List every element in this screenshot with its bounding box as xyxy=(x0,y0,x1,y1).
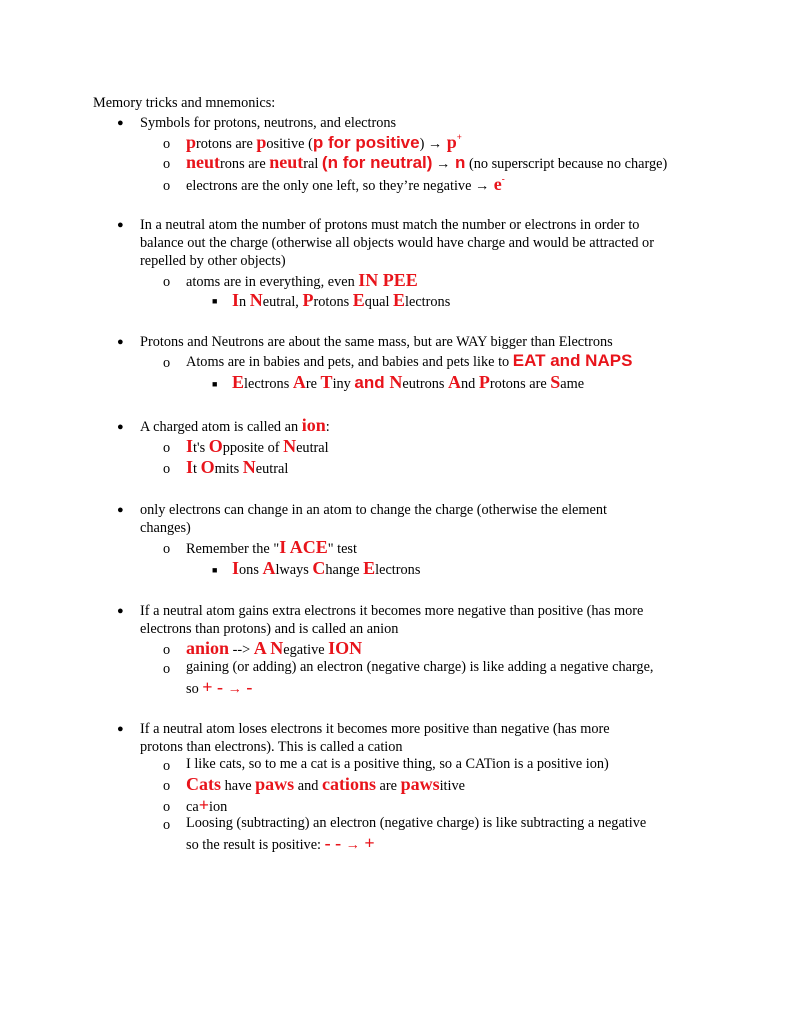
sec3-mnemonic-eat-and-naps: Electrons Are Tiny and Neutrons And Protons are Same xyxy=(232,372,585,392)
bullet-disc: ● xyxy=(117,504,124,516)
sec4-sub2: It Omits Neutral xyxy=(186,457,289,477)
bullet-disc: ● xyxy=(117,605,124,617)
bullet-disc: ● xyxy=(117,117,124,129)
arrow-icon: → xyxy=(436,156,451,172)
sec2-line1: In a neutral atom the number of protons must match the number or electrons in order to xyxy=(140,217,640,233)
bullet-square: ■ xyxy=(212,565,218,575)
bullet-disc: ● xyxy=(117,336,124,348)
sec2-mnemonic-in-pee: In Neutral, Protons Equal Electrons xyxy=(232,290,451,310)
bullet-square: ■ xyxy=(212,379,218,389)
sec5-sub1: Remember the "I ACE" test xyxy=(186,537,357,557)
sec4-sub1: It's Opposite of Neutral xyxy=(186,436,329,456)
arrow-icon: → xyxy=(475,178,490,194)
bullet-circle: o xyxy=(163,136,171,152)
bullet-disc: ● xyxy=(117,723,124,735)
sec5-mnemonic-i-ace: Ions Always Change Electrons xyxy=(232,558,421,578)
sec7-line2: protons than electrons). This is called a cation xyxy=(140,739,403,755)
sec6-line2: electrons than protons) and is called an anion xyxy=(140,621,399,637)
bullet-circle: o xyxy=(163,799,171,815)
sec6-sub2-line1: gaining (or adding) an electron (negative charge) is like adding a negative charge, xyxy=(186,659,654,675)
arrow-icon: → xyxy=(227,681,242,697)
sec1-protons-line: protons are positive (p for positive) → p+ xyxy=(186,132,462,152)
sec5-line1: only electrons can change in an atom to change the charge (otherwise the element xyxy=(140,502,607,518)
sec6-line1: If a neutral atom gains extra electrons it becomes more negative than positive (has more xyxy=(140,603,644,619)
sec6-sub2-line2: so + - → - xyxy=(186,677,253,697)
bullet-circle: o xyxy=(163,274,171,290)
bullet-circle: o xyxy=(163,817,171,833)
sec7-sub1: I like cats, so to me a cat is a positive thing, so a CATion is a positive ion) xyxy=(186,756,609,772)
bullet-circle: o xyxy=(163,758,171,774)
sec1-electrons-line: electrons are the only one left, so they’re negative → e- xyxy=(186,174,505,194)
sec7-line1: If a neutral atom loses electrons it becomes more positive than negative (has more xyxy=(140,721,610,737)
page-heading: Memory tricks and mnemonics: xyxy=(93,95,276,111)
bullet-circle: o xyxy=(163,440,171,456)
sec7-sub4-line1: Loosing (subtracting) an electron (negative charge) is like subtracting a negative xyxy=(186,815,647,831)
bullet-circle: o xyxy=(163,178,171,194)
bullet-circle: o xyxy=(163,642,171,658)
bullet-circle: o xyxy=(163,778,171,794)
sec4-line1: A charged atom is called an ion: xyxy=(140,415,330,435)
bullet-circle: o xyxy=(163,461,171,477)
sec5-line2: changes) xyxy=(140,520,191,536)
bullet-circle: o xyxy=(163,661,171,677)
arrow-icon: → xyxy=(345,837,360,853)
sec2-line2: balance out the charge (otherwise all objects would have charge and would be attracted or xyxy=(140,235,654,251)
sec6-sub1: anion --> A Negative ION xyxy=(186,638,363,658)
bullet-disc: ● xyxy=(117,421,124,433)
bullet-circle: o xyxy=(163,541,171,557)
sec2-sub1: atoms are in everything, even IN PEE xyxy=(186,270,418,290)
sec3-sub1: Atoms are in babies and pets, and babies and pets like to EAT and NAPS xyxy=(186,351,633,370)
sec3-line1: Protons and Neutrons are about the same mass, but are WAY bigger than Electrons xyxy=(140,334,613,350)
arrow-icon: → xyxy=(427,136,443,152)
sec7-sub2: Cats have paws and cations are pawsitive xyxy=(186,774,465,794)
sec1-title: Symbols for protons, neutrons, and electrons xyxy=(140,115,397,131)
bullet-circle: o xyxy=(163,355,171,371)
sec2-line3: repelled by other objects) xyxy=(140,253,286,269)
bullet-disc: ● xyxy=(117,219,124,231)
bullet-square: ■ xyxy=(212,296,218,306)
bullet-circle: o xyxy=(163,156,171,172)
sec7-sub4-line2: so the result is positive: - - → + xyxy=(186,833,375,853)
sec1-neutrons-line: neutrons are neutral (n for neutral) → n (no superscript because no charge) xyxy=(186,152,668,172)
sec7-sub3: ca+ion xyxy=(186,795,228,815)
